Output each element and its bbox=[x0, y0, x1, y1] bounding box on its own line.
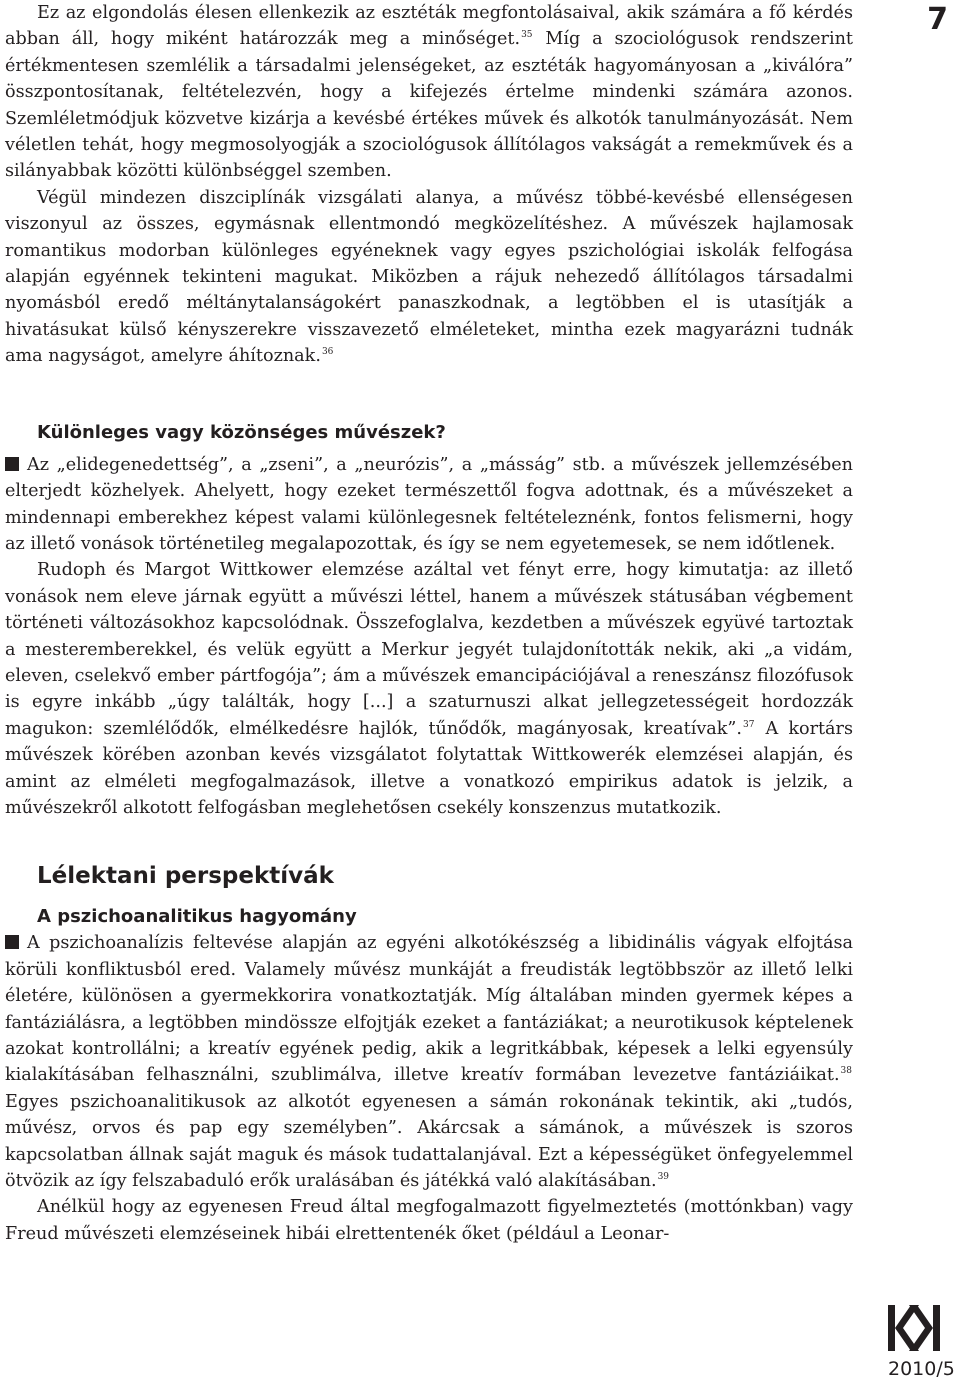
issue-label: 2010/5 bbox=[888, 1358, 955, 1380]
paragraph-text: A pszichoanalízis feltevése alapján az egyéni alkotókészség a libidinális vágyak elfojtása körüli konfliktusból ered. Valamely művész munkáját a freudisták legtöbbször az illető lelki életére, különösen a gyermekkorira vonatkoztatják. Míg általában minden gyermek képes a fantáziálásra, a legtöbben mindössze elfojtják ezeket a fantáziákat; a neurotikusok képtelenek azokat kontrollálni; a kreatív egyének pedig, akik a legritkábbak, képesek a lelki egyensúly kialakításában felhasználni, szublimálva, illetve kreatív formában levezetve fantáziáikat. bbox=[5, 933, 853, 1086]
paragraph-text: Az „elidegenedettség”, a „zseni”, a „neurózis”, a „másság” stb. a művészek jellemzésében elterjedt közhelyek. Ahelyett, hogy ezeket természettől fogva adottnak, és a művészeket a mindennapi emberekhez képest valami különlegesnek feltételeznénk, fontos felismerni, hogy az illető vonások történetileg megalapozottak, és így se nem egyetemesek, se nem időtlenek. bbox=[5, 454, 853, 554]
paragraph-psychoanalysis bbox=[5, 930, 853, 1194]
section-heading-special-artists: Különleges vagy közönséges művészek? bbox=[37, 421, 446, 443]
paragraph-text: Míg a szociológusok rendszerint értékmentesen szemlélik a társadalmi jelenségeket, az esztéták hagyományosan a „kiválóra” összpontosítanak, feltételezvén, hogy a kifejezés értelme mindenki számára azonos. Szemléletmódjuk közvetve kizárja a kevésbé értékes művek és alkotók tanulmányozását. Nem véletlen tehát, hogy megmosolyogják a szociológusok állítólagos vakságát a remekművek és a silányabbak közötti különbséggel szemben. bbox=[5, 29, 853, 182]
paragraph-intro bbox=[5, 0, 853, 185]
paragraph-wittkower bbox=[5, 557, 853, 821]
section-heading-psychological: Lélektani perspektívák bbox=[37, 863, 334, 890]
paragraph-text: Egyes pszichoanalitikusok az alkotót egyenesen a sámán rokonának tekintik, aki „tudós, művész, orvos és pap egy személyben”. Akárcsak a sámánok, a művészek is szoros kapcsolatban állnak saját maguk és mások tudattalanjával. Ezt a képességüket önfegyelemmel ötvözik az így felszabaduló erők uralásában és játékká való alakításában. bbox=[5, 1091, 853, 1192]
square-bullet-icon bbox=[5, 935, 19, 949]
paragraph-text: Rudoph és Margot Wittkower elemzése azáltal vet fényt erre, hogy kimutatja: az illető vonások nem eleve járnak együtt a művészi léttel, hanem a művészek státusában végbement történeti változásokhoz kapcsolódnak. Összefoglalva, kezdetben a művészek együvé tartoztak a mesteremberekkel, és velük együtt a Merkur jegyét tulajdonították nekik, aki „a vidám, eleven, cselekvő ember pártfogója”; ám a művészek emancipációjával a reneszánsz filozófusok is egyre inkább „úgy találták, hogy [...] a szaturnuszi alkat jellegzetességeit hordozzák magukon: szemlélődők, elmélkedésre hajlók, tűnődők, magányosak, kreatívak”. bbox=[5, 560, 853, 739]
footnote-ref-36[interactable]: 36 bbox=[321, 347, 334, 358]
square-bullet-icon bbox=[5, 457, 19, 471]
kk-journal-logo-icon bbox=[878, 1302, 950, 1354]
page-number: 7 bbox=[927, 2, 948, 37]
footnote-ref-37[interactable]: 37 bbox=[743, 719, 755, 730]
paragraph-freud bbox=[5, 1194, 853, 1247]
subsection-heading-psychoanalytic: A pszichoanalitikus hagyomány bbox=[37, 906, 357, 928]
footnote-ref-39[interactable]: 39 bbox=[657, 1172, 670, 1183]
paragraph-text: Anélkül hogy az egyenesen Freud által megfogalmazott figyelmeztetés (mottónkban) vagy Freud művészeti elemzéseinek hibái elrettentenék őket (például a Leonar- bbox=[5, 1197, 853, 1244]
paragraph-text: Ez az elgondolás élesen ellenkezik az esztéták megfontolásaival, akik számára a fő kérdés abban áll, hogy miként határozzák meg a minőséget. bbox=[5, 3, 853, 50]
text-column bbox=[5, 0, 853, 1247]
paragraph-text: A kortárs művészek körében azonban kevés vizsgálatot folytattak Wittkowerék elemzései alapján, és amint az elméleti megfogalmazások, illetve a vonatkozó empirikus adatok is jelzik, a művészekről alkotott felfogásban meglehetősen csekély konszenzus mutatkozik. bbox=[5, 718, 853, 818]
paragraph-artists bbox=[5, 185, 853, 370]
footnote-ref-38[interactable]: 38 bbox=[840, 1066, 852, 1077]
paragraph-cliches bbox=[5, 452, 853, 558]
paragraph-text: Végül mindezen diszciplínák vizsgálati alanya, a művész többé-kevésbé ellenségesen viszonyul az összes, egymásnak ellentmondó megközelítéshez. A művészek hajlamosak romantikus modorban különleges egyéneknek vagy egyes pszichológiai iskolák felfogása alapján egyénnek tekinteni magukat. Miközben a rájuk nehezedő állítólagos társadalmi nyomásból eredő méltánytalanságokért panaszkodnak, a legtöbben el is utasítják a hivatásukat külső kényszerekre visszavezető elméleteket, mintha ezek magyarázni tudnák ama nagyságot, amelyre áhítoznak. bbox=[5, 187, 853, 367]
footnote-ref-35[interactable]: 35 bbox=[521, 30, 533, 41]
